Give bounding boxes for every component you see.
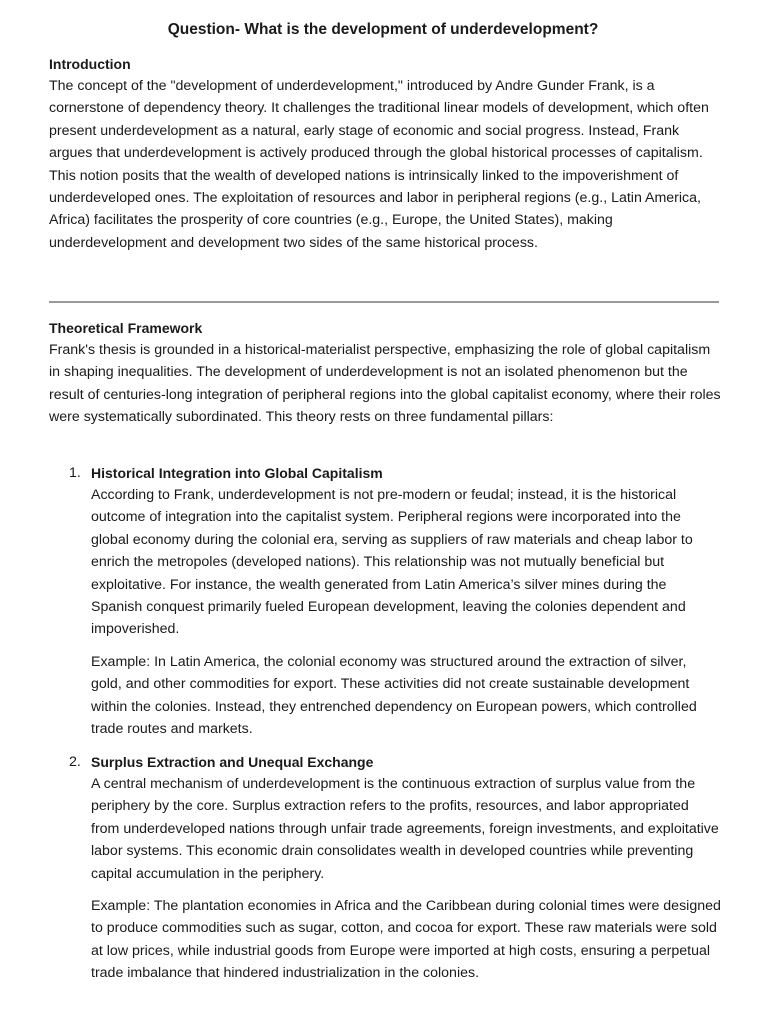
list-item-example: Example: In Latin America, the colonial economy was structured around the extraction of silver, gold, and other commodities for export. These activities did not create sustainable development within the colonies. Instead, they entrenched dependency on European powers, which controlled trade routes and markets. (91, 653, 697, 738)
theoretical-framework-paragraph: Frank's thesis is grounded in a historical-materialist perspective, emphasizing the role of global capitalism in shaping inequalities. The development of underdevelopment is not an isolated phenomenon but the result of centuries-long integration of peripheral regions into the global capitalist economy, where their roles were systematically subordinated. This theory rests on three fundamental pillars: (49, 342, 721, 426)
list-item-heading: Historical Integration into Global Capitalism (91, 465, 383, 481)
list-item-paragraph: According to Frank, underdevelopment is not pre-modern or feudal; instead, it is the historical outcome of integration into the capitalist system. Peripheral regions were incorporated into the global economy during the colonial era, serving as suppliers of raw materials and cheap labor to enrich the metropoles (developed nations). This relationship was not mutually beneficial but exploitative. For instance, the wealth generated from Latin America’s silver mines during the Spanish conquest primarily fueled European development, leaving the colonies dependent and impoverished. (91, 487, 693, 638)
list-item-number: 1. (69, 465, 81, 481)
introduction-section (49, 53, 721, 254)
list-item-paragraph: A central mechanism of underdevelopment is the continuous extraction of surplus value from the periphery by the core. Surplus extraction refers to the profits, resources, and labor appropriated from underdeveloped nations through unfair trade agreements, foreign investments, and exploitative labor systems. This economic drain consolidates wealth in developed countries while preventing capital accumulation in the periphery. (91, 776, 719, 882)
theoretical-framework-heading: Theoretical Framework (49, 320, 203, 336)
theoretical-framework-section (49, 317, 721, 429)
horizontal-divider (49, 301, 719, 303)
introduction-heading: Introduction (49, 56, 131, 72)
list-item-body (91, 462, 721, 740)
list-item-example: Example: The plantation economies in Africa and the Caribbean during colonial times were designed to produce commodities such as sugar, cotton, and cocoa for export. These raw materials were sold at low prices, while industrial goods from Europe were imported at high costs, ensuring a perpetual trade imbalance that hindered industrialization in the colonies. (91, 898, 721, 982)
list-item-body (91, 751, 721, 985)
introduction-paragraph: The concept of the "development of underdevelopment," introduced by Andre Gunder Frank, is a cornerstone of dependency theory. It challenges the traditional linear models of development, which often present underdevelopment as a natural, early stage of economic and social progress. Instead, Frank argues that underdevelopment is actively produced through the global historical processes of capitalism. This notion posits that the wealth of developed nations is intrinsically linked to the impoverishment of underdeveloped ones. The exploitation of resources and labor in peripheral regions (e.g., Latin America, Africa) facilitates the prosperity of core countries (e.g., Europe, the United States), making underdevelopment and development two sides of the same historical process. (49, 78, 709, 251)
page-title: Question- What is the development of underdevelopment? (167, 21, 599, 38)
list-item-heading: Surplus Extraction and Unequal Exchange (91, 754, 374, 770)
list-item-number: 2. (69, 754, 81, 770)
